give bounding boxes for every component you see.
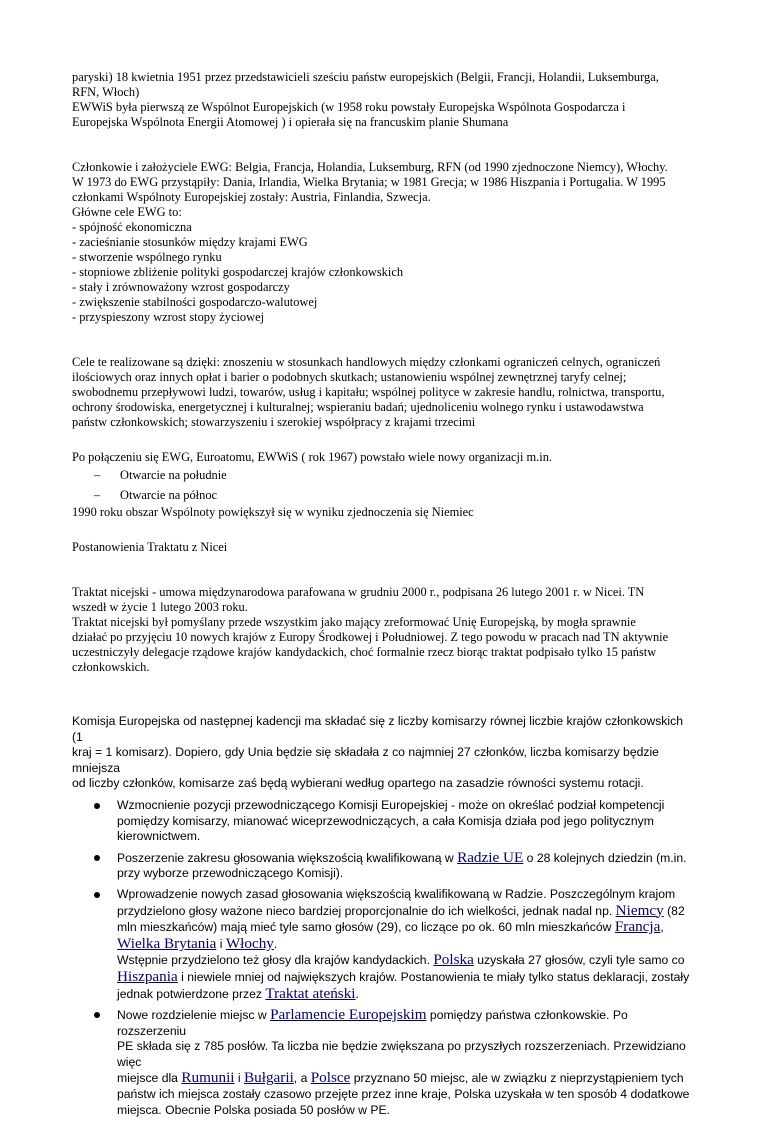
document-page <box>72 70 692 1123</box>
text-line: członkowskich. <box>72 660 150 674</box>
paragraph-goals-realization <box>72 355 692 430</box>
spacer <box>72 430 692 445</box>
text-span: i niewiele mniej od największych krajów. Postanowienia te miały tylko status deklaracji, zostały <box>177 969 690 984</box>
dash-bullet: – <box>94 488 101 502</box>
text-span: . <box>273 936 278 951</box>
nice-provisions-section <box>72 714 692 1118</box>
provision-item <box>72 1007 692 1118</box>
text-span: jednak potwierdzone przez <box>117 986 266 1001</box>
spacer <box>72 340 692 355</box>
text-line: uczestniczyły delegacje rządowe krajów kandydackich, choć formalnie rzecz biorąc traktat podpisało tylko 15 państw <box>72 645 657 659</box>
text-line: kraj = 1 komisarz). Dopiero, gdy Unia będzie się składała z co najmniej 27 członków, liczba komisarzy będzie mniejsza <box>72 745 659 775</box>
link-parlament-europejski[interactable]: Parlamencie Europejskim <box>270 1006 427 1024</box>
text-span: , a <box>293 1071 311 1086</box>
dash-list-item <box>72 485 692 505</box>
text-line <box>117 903 692 920</box>
link-hiszpania[interactable]: Hiszpania <box>117 967 178 985</box>
paragraph-ewwis <box>72 70 692 130</box>
link-traktat-atenski[interactable]: Traktat ateński <box>265 984 356 1002</box>
text-line: Traktat nicejski - umowa międzynarodowa parafowana w grudniu 2000 r., podpisana 26 lutego 2001 r. w Nicei. TN <box>72 585 645 599</box>
provision-item <box>72 887 692 1002</box>
goal-item: - przyspieszony wzrost stopy życiowej <box>72 310 265 324</box>
spacer <box>72 570 692 585</box>
text-line: EWWiS była pierwszą ze Wspólnot Europejskich (w 1958 roku powstały Europejska Wspólnota Gospodarcza i <box>72 100 626 114</box>
goal-item: - zwiększenie stabilności gospodarczo-walutowej <box>72 295 318 309</box>
text-line: działać po przyjęciu 10 nowych krajów z Europy Środkowej i Południowej. Z tego powodu w pracach nad TN aktywnie <box>72 630 669 644</box>
goal-item: - stworzenie wspólnego rynku <box>72 250 222 264</box>
text-line: Komisja Europejska od następnej kadencji ma składać się z liczby komisarzy równej liczbie krajów członkowskich (1 <box>72 714 683 744</box>
text-span: pomiędzy państwa członkowskie. Po rozszerzeniu <box>117 1008 628 1038</box>
spacer <box>72 675 692 705</box>
link-wlochy[interactable]: Włochy <box>225 934 274 952</box>
text-span: i <box>216 936 226 951</box>
text-line: Cele te realizowane są dzięki: znoszeniu w stosunkach handlowych między członkami ograniczeń celnych, ograniczeń <box>72 355 661 369</box>
text-line <box>117 952 692 969</box>
link-rumunii[interactable]: Rumunii <box>181 1069 235 1087</box>
text-span: Nowe rozdzielenie miejsc w <box>117 1008 271 1023</box>
bullet-dot <box>94 1012 100 1018</box>
text-line: Europejska Wspólnota Energii Atomowej ) i opierała się na francuskim planie Shumana <box>72 115 509 129</box>
text-line: członkami Wspólnoty Europejskiej zostały: Austria, Finlandia, Szwecja. <box>72 190 431 204</box>
text-line: W 1973 do EWG przystąpiły: Dania, Irlandia, Wielka Brytania; w 1981 Grecja; w 1986 Hiszpania i Portugalia. W 1995 <box>72 175 666 189</box>
text-line <box>117 969 692 986</box>
text-span: Wstępnie przydzielono też głosy dla krajów kandydackich. <box>117 953 434 968</box>
text-line: PE składa się z 785 posłów. Ta liczba nie będzie zwiększana po przyszłych rozszerzeniach. Przewidziano więc <box>117 1039 686 1069</box>
goal-item: - stały i zrównoważony wzrost gospodarczy <box>72 280 290 294</box>
goal-item: - zacieśnianie stosunków między krajami EWG <box>72 235 308 249</box>
provision-item <box>72 850 692 882</box>
spacer <box>72 325 692 340</box>
paragraph-nice-treaty <box>72 585 692 675</box>
dash-bullet: – <box>94 468 101 482</box>
text-span: miejsce dla <box>117 1071 182 1086</box>
text-line: pomiędzy komisarzy, mianować wiceprzewodniczących, a cała Komisja działa pod jego politycznym <box>117 813 654 828</box>
text-line: Główne cele EWG to: <box>72 205 182 219</box>
link-polsce[interactable]: Polsce <box>310 1069 351 1087</box>
link-radzie-ue[interactable]: Radzie UE <box>457 848 524 866</box>
spacer <box>72 145 692 160</box>
text-line: Wzmocnienie pozycji przewodniczącego Komisji Europejskiej - może on określać podział kompetencji <box>117 797 665 812</box>
link-wielka-brytania[interactable]: Wielka Brytania <box>117 934 217 952</box>
link-bulgarii[interactable]: Bułgarii <box>244 1069 294 1087</box>
text-line: kierownictwem. <box>117 829 201 844</box>
text-span: (82 <box>663 903 685 918</box>
bullet-dot <box>94 892 100 898</box>
text-span: . <box>355 986 359 1001</box>
text-line <box>117 850 692 867</box>
link-niemcy[interactable]: Niemcy <box>615 901 664 919</box>
text-line: swobodnemu przepływowi ludzi, towarów, usług i kapitału; wspólnej polityce w zakresie handlu, rolnictwa, transportu, <box>72 385 665 399</box>
text-line <box>117 986 692 1003</box>
provisions-list <box>72 798 692 1118</box>
text-line: Traktat nicejski był pomyślany przede wszystkim jako mający zreformować Unię Europejską, by mogła sprawnie <box>72 615 636 629</box>
text-line <box>117 1070 692 1087</box>
dash-list <box>72 465 692 505</box>
text-span: i <box>234 1071 245 1086</box>
goal-item: - spójność ekonomiczna <box>72 220 192 234</box>
dash-list-item <box>72 465 692 485</box>
text-span: , <box>660 920 664 935</box>
text-span: mln mieszkańców) mają mieć tyle samo głosów (29), co liczące po ok. 60 mln mieszkańców <box>117 920 615 935</box>
dash-list-item-text: Otwarcie na południe <box>120 468 227 482</box>
text-line: RFN, Włoch) <box>72 85 140 99</box>
spacer <box>72 520 692 535</box>
text-line: Wprowadzenie nowych zasad głosowania większością kwalifikowaną w Radzie. Poszczególnym krajom <box>117 886 676 901</box>
text-line: paryski) 18 kwietnia 1951 przez przedstawicieli sześciu państw europejskich (Belgii, Francji, Holandii, Luksemburga, <box>72 70 659 84</box>
text-line: 1990 roku obszar Wspólnoty powiększył się w wyniku zjednoczenia się Niemiec <box>72 505 474 519</box>
text-line: wszedł w życie 1 lutego 2003 roku. <box>72 600 248 614</box>
text-line: przy wyborze przewodniczącego Komisji). <box>117 866 344 881</box>
text-line: Członkowie i założyciele EWG: Belgia, Francja, Holandia, Luksemburg, RFN (od 1990 zjednoczone Niemcy), Włochy. <box>72 160 668 174</box>
text-span: Poszerzenie zakresu głosowania większością kwalifikowaną w <box>117 850 458 865</box>
text-span: uzyskała 27 głosów, czyli tyle samo co <box>473 953 685 968</box>
spacer <box>72 705 692 714</box>
provision-item <box>72 798 692 845</box>
dash-list-item-text: Otwarcie na północ <box>120 488 218 502</box>
text-line: Po połączeniu się EWG, Euroatomu, EWWiS ( rok 1967) powstało wiele nowy organizacji m.in. <box>72 450 552 464</box>
goal-item: - stopniowe zbliżenie polityki gospodarczej krajów członkowskich <box>72 265 404 279</box>
paragraph-merger <box>72 450 692 520</box>
bullet-dot <box>94 803 100 809</box>
text-line <box>117 1007 692 1039</box>
text-span: przydzielono głosy ważone nieco bardziej proporcjonalnie do ich wielkości, jednak nadal np. <box>117 903 616 918</box>
text-line: ochrony środowiska, energetycznej i kulturalnej; wspieraniu badań; ujednoliceniu wolnego rynku i ustawodawstwa <box>72 400 644 414</box>
paragraph-ewg-members <box>72 160 692 325</box>
text-line <box>117 936 692 953</box>
text-line: państw ich miejsca zostały czasowo przejęte przez inne kraje, Polska uzyskała w ten sposób 4 dodatkowe <box>117 1087 690 1102</box>
paragraph-commission <box>72 714 692 792</box>
text-line: miejsca. Obecnie Polska posiada 50 posłów w PE. <box>117 1102 391 1117</box>
bullet-dot <box>94 855 100 861</box>
spacer <box>72 555 692 570</box>
text-span: przyznano 50 miejsc, ale w związku z nieprzystąpieniem tych <box>350 1071 684 1086</box>
text-line <box>117 919 692 936</box>
link-polska[interactable]: Polska <box>433 951 474 969</box>
link-francja[interactable]: Francja <box>614 918 661 936</box>
text-line: od liczby członków, komisarze zaś będą wybierani według opartego na zasadzie równości systemu rotacji. <box>72 776 644 791</box>
text-span: o 28 kolejnych dziedzin (m.in. <box>523 850 687 865</box>
section-heading: Postanowienia Traktatu z Nicei <box>72 540 228 554</box>
text-line: ilościowych oraz innych opłat i barier o podobnych skutkach; ustanowieniu wspólnej zewnętrznej taryfy celnej; <box>72 370 627 384</box>
spacer <box>72 130 692 145</box>
text-line: państw członkowskich; stowarzyszeniu i szerokiej współpracy z krajami trzecimi <box>72 415 476 429</box>
